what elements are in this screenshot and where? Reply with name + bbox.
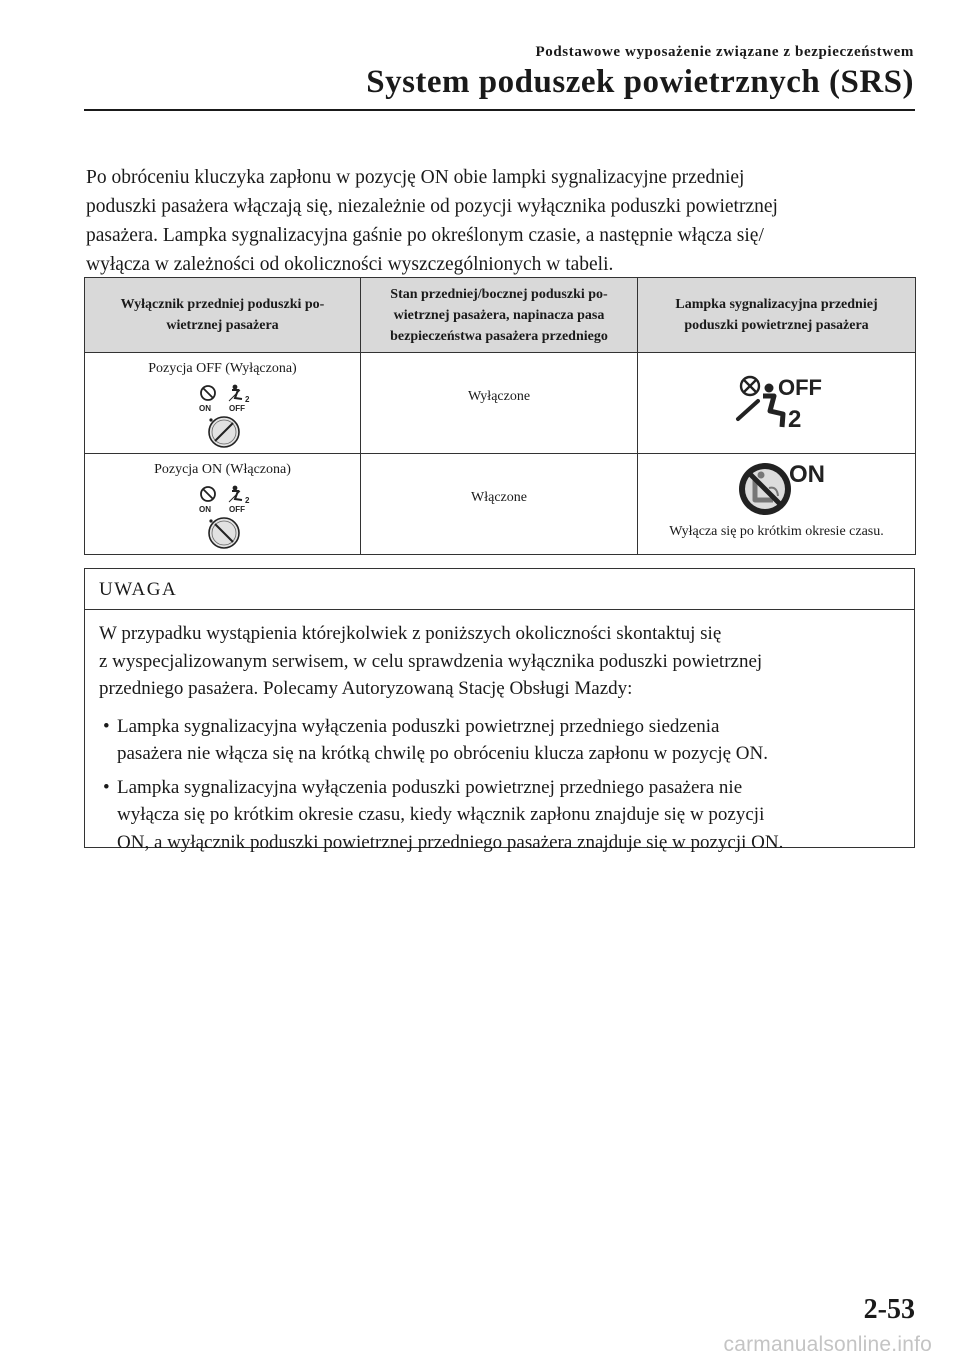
list-item <box>99 774 900 857</box>
switch-position-cell <box>85 454 361 555</box>
bullet-line: wyłącza się po krótkim okresie czasu, kiedy włącznik zapłonu znajduje się w pozycji <box>117 804 765 825</box>
airbag-state-text: Włączone <box>471 490 527 505</box>
passenger-airbag-off-icon <box>732 371 822 431</box>
switch-off-text: OFF <box>228 505 245 514</box>
notice-heading: UWAGA <box>85 569 914 610</box>
section-subtitle: Podstawowe wyposażenie związane z bezpieczeństwem <box>535 44 914 60</box>
indicator-lamp-cell <box>638 454 916 555</box>
table-row <box>85 454 916 555</box>
notice-line: przedniego pasażera. Polecamy Autoryzowaną Stację Obsługi Mazdy: <box>99 678 633 699</box>
airbag-switch-icon <box>188 381 258 453</box>
switch-position-label: Pozycja OFF (Wyłączona) <box>148 361 297 376</box>
notice-body <box>85 610 914 856</box>
intro-line: Po obróceniu kluczyka zapłonu w pozycję ON obie lampki sygnalizacyjne przedniej <box>86 167 745 188</box>
lamp-note-text: Wyłącza się po krótkim okresie czasu. <box>669 524 884 539</box>
bullet-dot: • <box>103 776 110 798</box>
airbag-switch-icon <box>188 482 258 554</box>
bullet-line: Lampka sygnalizacyjna wyłączenia poduszki powietrznej przedniego pasażera nie <box>117 776 743 798</box>
switch-on-text: ON <box>198 505 211 514</box>
intro-line: pasażera. Lampka sygnalizacyjna gaśnie po określonym czasie, a następnie włącza się/ <box>86 225 764 246</box>
table-row <box>85 353 916 454</box>
notice-line: z wyspecjalizowanym serwisem, w celu sprawdzenia wyłącznika poduszki powietrznej <box>99 650 763 672</box>
page-title: System poduszek powietrznych (SRS) <box>366 64 914 100</box>
passenger-airbag-on-icon <box>729 460 825 518</box>
airbag-state-cell <box>361 353 638 454</box>
notice-bullet-list <box>99 713 900 857</box>
bullet-line: Lampka sygnalizacyjna wyłączenia poduszki powietrznej przedniego siedzenia <box>117 715 720 737</box>
bullet-line: ON, a wyłącznik poduszki powietrznej przedniego pasażera znajduje się w pozycji ON. <box>117 831 784 853</box>
switch-off-text: OFF <box>228 404 245 413</box>
notice-line: W przypadku wystąpienia którejkolwiek z poniższych okoliczności skontaktuj się <box>99 623 722 644</box>
lamp-number-text: 2 <box>787 406 801 431</box>
page-number: 2-53 <box>863 1294 915 1325</box>
header-airbag-state: Stan przedniej/bocznej poduszki po- wietrznej pasażera, napinacza pasa bezpieczeństwa pasażera przedniego <box>361 278 638 353</box>
watermark: carmanualsonline.info <box>723 1333 932 1356</box>
intro-line: wyłącza w zależności od okoliczności wyszczególnionych w tabeli. <box>86 254 614 275</box>
intro-paragraph <box>86 163 916 279</box>
indicator-lamp-cell <box>638 353 916 454</box>
list-item <box>99 713 900 768</box>
lamp-on-text: ON <box>788 461 825 488</box>
switch-on-text: ON <box>198 404 211 413</box>
header-divider <box>84 109 915 111</box>
bullet-dot: • <box>103 715 110 737</box>
header-indicator-lamp: Lampka sygnalizacyjna przedniej poduszki powietrznej pasażera <box>638 278 916 353</box>
lamp-off-text: OFF <box>777 375 822 400</box>
header-switch: Wyłącznik przedniej poduszki po- wietrznej pasażera <box>85 278 361 353</box>
airbag-status-table <box>84 277 916 555</box>
switch-number-text: 2 <box>244 496 249 505</box>
switch-position-cell <box>85 353 361 454</box>
switch-position-label: Pozycja ON (Włączona) <box>154 462 291 477</box>
bullet-line: pasażera nie włącza się na krótką chwilę po obróceniu klucza zapłonu w pozycję ON. <box>117 743 768 764</box>
airbag-state-text: Wyłączone <box>467 389 531 404</box>
switch-number-text: 2 <box>244 395 249 404</box>
intro-line: poduszki pasażera włączają się, niezależnie od pozycji wyłącznika poduszki powietrznej <box>86 196 778 217</box>
notice-box <box>84 568 915 853</box>
airbag-state-cell <box>361 454 638 555</box>
table-header-row <box>85 278 916 353</box>
